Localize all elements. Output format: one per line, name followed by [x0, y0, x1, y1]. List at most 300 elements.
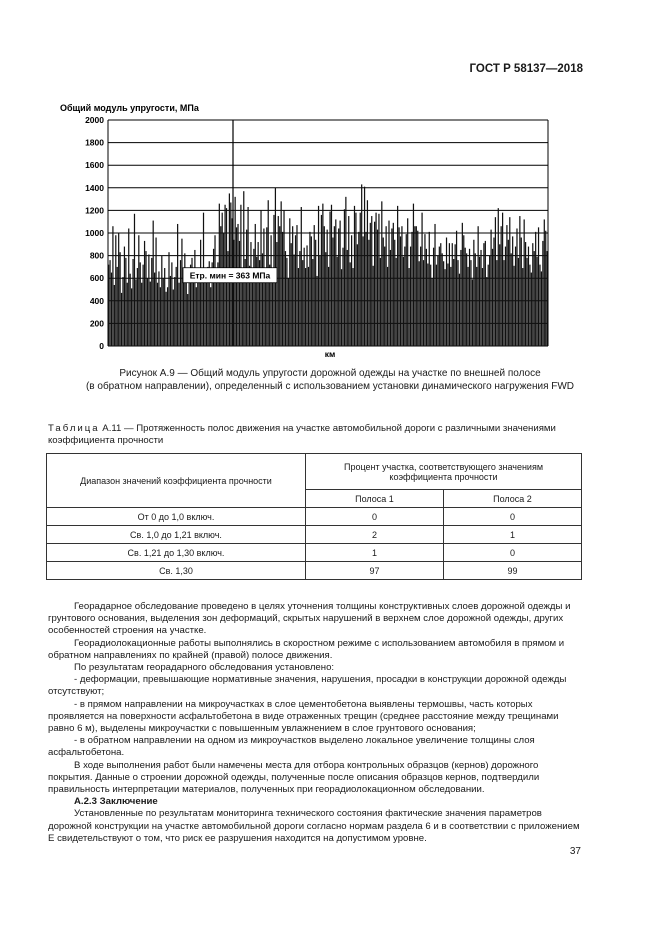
- data-bar: [386, 226, 387, 346]
- table-caption: [48, 423, 588, 447]
- data-bar: [515, 247, 516, 346]
- data-bar: [360, 213, 361, 346]
- data-bar: [466, 253, 467, 346]
- data-bar: [531, 273, 532, 346]
- data-bar: [499, 244, 500, 346]
- data-bar: [450, 267, 451, 346]
- lane1-cell: 97: [306, 562, 444, 580]
- data-bar: [350, 262, 351, 346]
- lane2-cell: 1: [443, 526, 581, 544]
- y-tick-label: 1200: [85, 205, 104, 216]
- data-bar: [111, 273, 112, 346]
- table-row: [47, 562, 582, 580]
- data-bar: [365, 232, 366, 346]
- data-bar: [272, 278, 273, 346]
- data-bar: [370, 223, 371, 346]
- data-bar: [518, 258, 519, 346]
- data-bar: [373, 266, 374, 346]
- data-bar: [529, 265, 530, 346]
- data-bar: [154, 273, 155, 346]
- data-bar: [419, 261, 420, 346]
- data-bar: [125, 258, 126, 346]
- data-bar: [407, 218, 408, 346]
- data-bar: [298, 268, 299, 346]
- data-bar: [489, 256, 490, 346]
- data-bar: [384, 247, 385, 346]
- lane2-cell: 0: [443, 544, 581, 562]
- data-bar: [295, 235, 296, 346]
- data-bar: [439, 247, 440, 346]
- data-bar: [223, 233, 224, 346]
- data-bar: [542, 241, 543, 346]
- y-tick-label: 2000: [85, 115, 104, 125]
- data-bar: [177, 224, 178, 346]
- data-bar: [183, 283, 184, 346]
- paragraph: В ходе выполнения работ были намечены места для отбора контрольных образцов (кернов) дорожного покрытия. Данные о строении дорожной одежды, полученные после описания образцов кернов, подтвердили правильность интерпретации материалов, полученных при георадиолокационном обследовании.: [48, 759, 540, 796]
- data-bar: [368, 240, 369, 346]
- data-bar: [160, 287, 161, 346]
- col1-header: Диапазон значений коэффициента прочности: [47, 454, 306, 508]
- data-bar: [413, 204, 414, 346]
- data-bar: [528, 247, 529, 346]
- data-bar: [137, 268, 138, 346]
- data-bar: [519, 216, 520, 346]
- data-bar: [263, 228, 264, 346]
- data-bar: [475, 253, 476, 346]
- lane2-cell: 99: [443, 562, 581, 580]
- y-tick-label: 400: [89, 295, 104, 306]
- data-bar: [289, 218, 290, 346]
- data-bar: [141, 283, 142, 346]
- data-bar: [341, 269, 342, 346]
- data-bar: [467, 267, 468, 346]
- data-bar: [148, 254, 149, 346]
- data-bar: [135, 279, 136, 346]
- data-bar: [158, 271, 159, 346]
- data-bar: [227, 251, 228, 346]
- data-bar: [457, 260, 458, 346]
- data-bar: [258, 242, 259, 346]
- table-row: [47, 526, 582, 544]
- data-bar: [283, 210, 284, 346]
- data-bar: [493, 238, 494, 346]
- lane2-cell: 0: [443, 508, 581, 526]
- y-tick-label: 0: [99, 341, 104, 351]
- y-tick-label: 1800: [85, 137, 104, 148]
- data-bar: [311, 236, 312, 346]
- data-bar: [315, 240, 316, 346]
- data-bar: [414, 226, 415, 346]
- data-bar: [358, 232, 359, 346]
- data-bar: [164, 268, 165, 346]
- data-bar: [144, 241, 145, 346]
- data-bar: [109, 260, 110, 346]
- data-bar: [357, 244, 358, 346]
- data-bar: [470, 260, 471, 346]
- data-bar: [440, 243, 441, 346]
- paragraph: Георадарное обследование проведено в целях уточнения толщины конструктивных слоев дорожной одежды и грунтового основания, выделения зон деформаций, скрытых нарушений в верхнем слое дорожной одежды, других особенностей строения на участке.: [48, 601, 571, 637]
- table-caption-prefix: Таблица: [48, 423, 100, 434]
- data-bar: [342, 248, 343, 346]
- data-bar: [334, 226, 335, 346]
- data-bar: [178, 283, 179, 346]
- col2-header: Полоса 1: [306, 490, 444, 508]
- data-bar: [322, 204, 323, 346]
- data-bar: [143, 265, 144, 346]
- data-bar: [537, 257, 538, 346]
- data-bar: [266, 227, 267, 346]
- data-bar: [460, 250, 461, 346]
- data-bar: [547, 251, 548, 346]
- data-bar: [187, 294, 188, 346]
- y-tick-label: 1400: [85, 182, 104, 193]
- data-bar: [115, 235, 116, 346]
- data-bar: [161, 256, 162, 346]
- data-bar: [505, 247, 506, 346]
- data-bar: [325, 252, 326, 346]
- data-bar: [516, 228, 517, 346]
- data-bar: [255, 224, 256, 346]
- data-bar: [262, 253, 263, 346]
- data-bar: [337, 257, 338, 346]
- data-bar: [128, 228, 129, 346]
- data-bar: [513, 266, 514, 346]
- data-bar: [147, 278, 148, 346]
- data-bar: [285, 251, 286, 346]
- data-bar: [153, 221, 154, 346]
- data-bar: [434, 224, 435, 346]
- chart-svg: [58, 98, 558, 363]
- data-bar: [446, 238, 447, 346]
- data-bar: [430, 265, 431, 346]
- data-bar: [427, 264, 428, 346]
- data-bar: [492, 249, 493, 346]
- data-bar: [312, 259, 313, 346]
- data-bar: [465, 248, 466, 346]
- data-bar: [476, 267, 477, 346]
- data-bar: [200, 240, 201, 346]
- data-bar: [463, 235, 464, 346]
- data-bar: [124, 247, 125, 346]
- data-bar: [380, 258, 381, 346]
- data-bar: [352, 268, 353, 346]
- data-bar: [329, 212, 330, 346]
- data-bar: [114, 285, 115, 346]
- data-bar: [522, 268, 523, 346]
- data-bar: [308, 267, 309, 346]
- data-bar: [532, 243, 533, 346]
- data-bar: [338, 228, 339, 346]
- chart-title: Общий модуль упругости, МПа: [60, 103, 199, 113]
- data-bar: [120, 252, 121, 346]
- data-bar: [432, 278, 433, 346]
- data-bar: [535, 232, 536, 346]
- data-bar: [250, 242, 251, 346]
- data-bar: [163, 278, 164, 346]
- data-bar: [433, 248, 434, 346]
- y-tick-label: 1000: [85, 228, 104, 238]
- data-bar: [490, 230, 491, 346]
- paragraph: Установленные по результатам мониторинга технического состояния фактические значения параметров дорожной конструкции на участке автомобильной дороги согласно нормам раздела 6 и в соответствии с приложением Е свидетельствуют о том, что риск ее разрушения находится на допустимом уровне.: [48, 808, 580, 844]
- data-bar: [176, 267, 177, 346]
- data-bar: [436, 265, 437, 346]
- range-cell: От 0 до 1,0 включ.: [47, 508, 306, 526]
- data-bar: [174, 277, 175, 346]
- data-bar: [186, 276, 187, 346]
- data-bar: [167, 287, 168, 346]
- data-bar: [220, 226, 221, 346]
- data-bar: [364, 187, 365, 346]
- data-bar: [452, 243, 453, 346]
- data-bar: [387, 267, 388, 346]
- data-bar: [206, 275, 207, 346]
- data-bar: [525, 242, 526, 346]
- data-bar: [321, 215, 322, 346]
- data-bar: [411, 232, 412, 346]
- data-bar: [526, 258, 527, 346]
- paragraph: Георадиолокационные работы выполнялись в скоростном режиме с использованием автомобиля в прямом и обратном направлениях по крайней (правой) полосе движения.: [48, 637, 565, 661]
- data-bar: [453, 259, 454, 346]
- data-bar: [170, 276, 171, 346]
- data-bar: [345, 197, 346, 346]
- data-bar: [512, 236, 513, 346]
- data-bar: [483, 243, 484, 346]
- data-bar: [302, 260, 303, 346]
- col3-header: Полоса 2: [443, 490, 581, 508]
- data-bar: [171, 262, 172, 346]
- data-bar: [319, 256, 320, 346]
- data-bar: [391, 228, 392, 346]
- data-bar: [538, 227, 539, 346]
- data-bar: [252, 275, 253, 346]
- data-bar: [118, 233, 119, 346]
- data-bar: [480, 250, 481, 346]
- data-bar: [416, 226, 417, 346]
- data-bar: [397, 206, 398, 346]
- data-bar: [150, 282, 151, 346]
- data-bar: [288, 278, 289, 346]
- paragraph: - деформации, превышающие нормативные значения, нарушения, просадки в конструкции дорожной одежды отсутствуют;: [48, 674, 567, 698]
- data-bar: [498, 208, 499, 346]
- data-bar: [296, 225, 297, 346]
- y-tick-label: 800: [89, 250, 104, 261]
- data-bar: [447, 264, 448, 346]
- data-bar: [140, 262, 141, 346]
- data-bar: [378, 214, 379, 346]
- data-bar: [157, 283, 158, 346]
- strength-coefficient-table: [46, 453, 582, 580]
- data-bar: [511, 253, 512, 346]
- data-bar: [236, 227, 237, 346]
- data-bar: [204, 283, 205, 346]
- data-bar: [210, 287, 211, 346]
- group-header: Процент участка, соответствующего значениям коэффициента прочности: [306, 454, 582, 490]
- data-bar: [354, 206, 355, 346]
- data-bar: [286, 258, 287, 346]
- paragraph: - в обратном направлении на одном из микроучастков выделено локальное увеличение толщины слоя асфальтобетона.: [48, 735, 535, 759]
- data-bar: [189, 280, 190, 346]
- table-row: [47, 544, 582, 562]
- data-bar: [196, 287, 197, 346]
- data-bar: [406, 234, 407, 346]
- data-bar: [472, 279, 473, 346]
- data-bar: [173, 290, 174, 347]
- data-bar: [127, 283, 128, 346]
- data-bar: [486, 277, 487, 346]
- range-cell: Св. 1,21 до 1,30 включ.: [47, 544, 306, 562]
- data-bar: [213, 249, 214, 346]
- data-bar: [479, 257, 480, 346]
- data-bar: [521, 238, 522, 346]
- data-bar: [180, 260, 181, 346]
- data-bar: [404, 247, 405, 346]
- data-bar: [459, 274, 460, 346]
- data-bar: [398, 227, 399, 346]
- body-text: [48, 601, 585, 845]
- data-bar: [449, 243, 450, 346]
- data-bar: [496, 260, 497, 346]
- data-bar: [275, 188, 276, 346]
- data-bar: [246, 230, 247, 346]
- data-bar: [417, 231, 418, 346]
- data-bar: [545, 231, 546, 346]
- data-bar: [348, 216, 349, 346]
- data-bar: [478, 226, 479, 346]
- data-bar: [276, 242, 277, 346]
- data-bar: [328, 267, 329, 346]
- data-bar: [421, 213, 422, 346]
- data-bar: [351, 235, 352, 346]
- annotation-label: Етр. мин = 363 МПа: [189, 270, 271, 281]
- data-bar: [393, 223, 394, 346]
- paragraph: По результатам георадарного обследования установлено:: [74, 662, 335, 674]
- data-bar: [381, 201, 382, 346]
- data-bar: [324, 226, 325, 346]
- data-bar: [363, 236, 364, 346]
- data-bar: [485, 241, 486, 346]
- data-bar: [469, 249, 470, 346]
- data-bar: [355, 213, 356, 346]
- data-bar: [534, 251, 535, 346]
- data-bar: [318, 206, 319, 346]
- data-bar: [409, 268, 410, 346]
- data-bar: [462, 223, 463, 346]
- data-bar: [506, 225, 507, 346]
- data-bar: [394, 240, 395, 346]
- data-bar: [184, 253, 185, 346]
- data-bar: [390, 250, 391, 346]
- data-bar: [117, 267, 118, 346]
- data-bar: [347, 250, 348, 346]
- data-bar: [130, 274, 131, 346]
- data-bar: [488, 265, 489, 346]
- y-tick-label: 600: [89, 273, 104, 284]
- data-bar: [122, 277, 123, 346]
- figure-caption-line1: Рисунок А.9 — Общий модуль упругости дорожной одежды на участке по внешней полосе: [119, 368, 541, 379]
- data-bar: [194, 250, 195, 346]
- data-bar: [327, 230, 328, 346]
- data-bar: [508, 240, 509, 346]
- data-bar: [166, 292, 167, 346]
- figure-caption-line2: (в обратном направлении), определенный с использованием установки динамического нагружения FWD: [85, 381, 575, 392]
- data-bar: [344, 209, 345, 346]
- lane1-cell: 0: [306, 508, 444, 526]
- standard-header: ГОСТ Р 58137—2018: [469, 63, 583, 75]
- data-bar: [371, 216, 372, 346]
- data-bar: [332, 238, 333, 346]
- data-bar: [181, 239, 182, 346]
- data-bar: [473, 240, 474, 346]
- data-bar: [132, 259, 133, 346]
- data-bar: [317, 276, 318, 346]
- data-bar: [270, 235, 271, 346]
- data-bar: [423, 260, 424, 346]
- data-bar: [282, 232, 283, 346]
- x-axis-label: км: [324, 349, 336, 359]
- data-bar: [437, 256, 438, 346]
- data-bar: [403, 257, 404, 346]
- data-bar: [335, 219, 336, 346]
- data-bar: [429, 232, 430, 346]
- data-bar: [401, 226, 402, 346]
- data-bar: [199, 278, 200, 346]
- data-bar: [374, 222, 375, 346]
- data-bar: [361, 184, 362, 346]
- table-header-row: [47, 454, 582, 490]
- data-bar: [237, 224, 238, 346]
- table-caption-line2: коэффициента прочности: [48, 435, 164, 446]
- elasticity-chart: [58, 98, 558, 363]
- data-bar: [410, 247, 411, 346]
- data-bar: [375, 213, 376, 346]
- data-bar: [424, 234, 425, 346]
- range-cell: Св. 1,0 до 1,21 включ.: [47, 526, 306, 544]
- data-bar: [138, 235, 139, 346]
- data-bar: [309, 232, 310, 346]
- data-bar: [503, 260, 504, 346]
- data-bar: [291, 243, 292, 346]
- table-row: [47, 508, 582, 526]
- data-bar: [377, 230, 378, 346]
- paragraph: - в прямом направлении на микроучастках в слое цементобетона выявлены термошвы, часть которых проявляется на поверхности асфальтобетона в виде отраженных трещин (среднее расстояние между трещинами равно 6 м), выделены микроучастки с повышенным увлажнением в слое грунтового основания;: [48, 698, 559, 735]
- section-heading: А.2.3 Заключение: [74, 796, 158, 808]
- data-bar: [168, 252, 169, 346]
- data-bar: [502, 213, 503, 346]
- data-bar: [214, 235, 215, 346]
- data-bar: [482, 268, 483, 346]
- data-bar: [444, 269, 445, 346]
- page-number: 37: [569, 846, 581, 857]
- data-bar: [443, 261, 444, 346]
- lane1-cell: 1: [306, 544, 444, 562]
- data-bar: [544, 219, 545, 346]
- data-bar: [400, 236, 401, 346]
- data-bar: [495, 217, 496, 346]
- data-bar: [201, 277, 202, 346]
- data-bar: [314, 225, 315, 346]
- data-bar: [388, 221, 389, 346]
- data-bar: [305, 268, 306, 346]
- data-bar: [420, 247, 421, 346]
- data-bar: [233, 240, 234, 346]
- table-caption-rest: А.11 — Протяженность полос движения на участке автомобильной дороги с различными значениями: [99, 423, 556, 434]
- data-bar: [539, 265, 540, 346]
- data-bar: [340, 221, 341, 346]
- data-bar: [301, 207, 302, 346]
- data-bar: [145, 251, 146, 346]
- data-bar: [121, 293, 122, 346]
- data-bar: [426, 249, 427, 346]
